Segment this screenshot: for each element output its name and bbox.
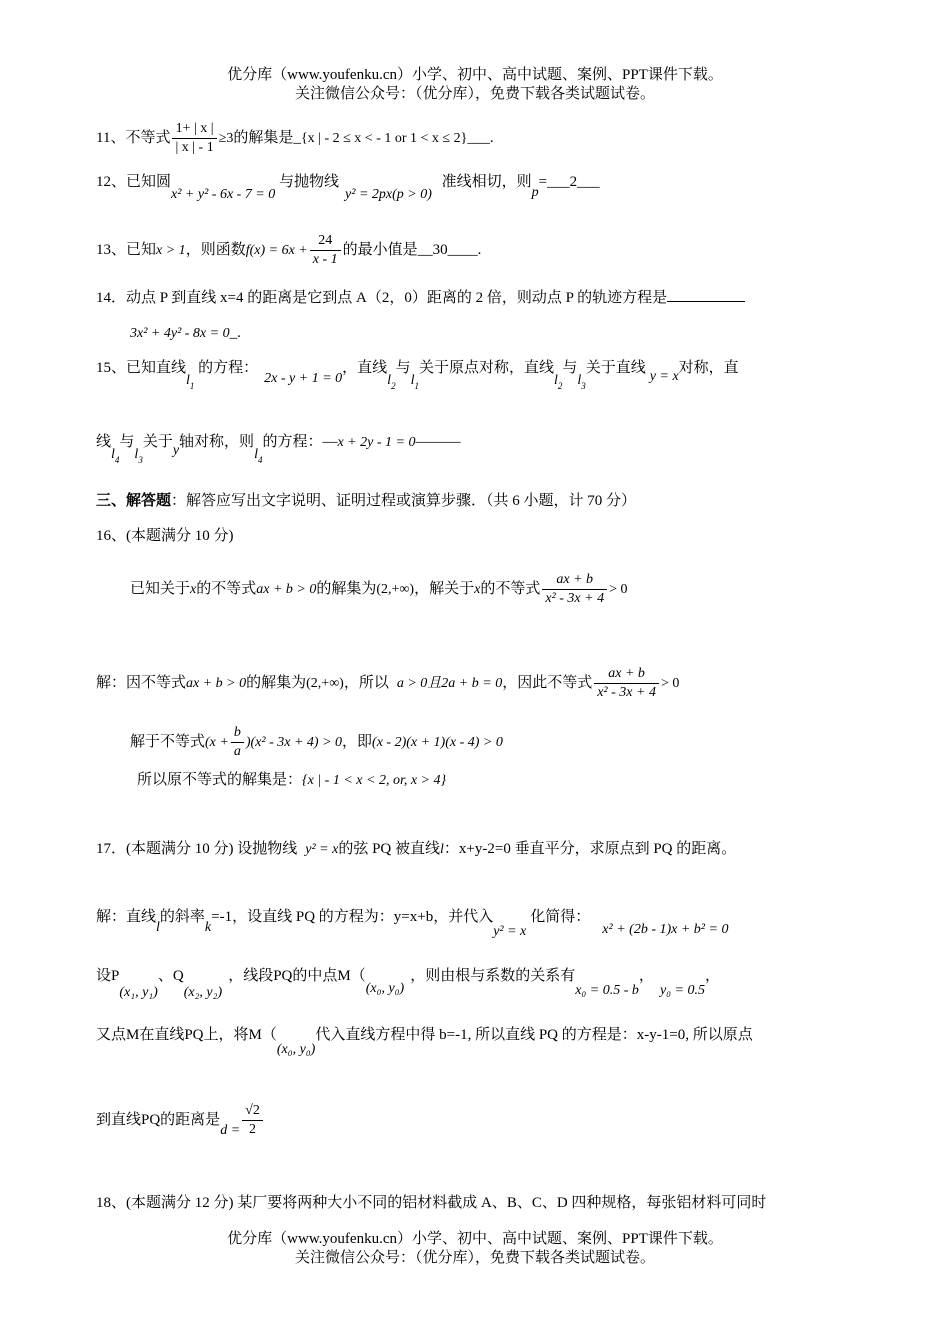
q17-solution-line-2: 设P(x₁, y₁)、Q(x₂, y₂)，线段PQ的中点M（(x₀, y₀)，则由根与系数的关系有x₀ = 0.5 - b，y₀ = 0.5， — [96, 968, 720, 1000]
question-16-label: 16、(本题满分 10 分) — [96, 528, 234, 544]
q17-distance-fraction: $\frac{√2}{2}$ — [242, 1102, 263, 1139]
q16-solution-line-1: 解：因不等式ax + b > 0的解集为(2,+∞)，所以 a > 0且2a + b = 0，因此不等式 $\frac{ax + b}{\text{x² - 3x + 4}}$ > 0 — [96, 666, 680, 700]
footer-line-2: 关注微信公众号：（优分库），免费下载各类试题试卷。 — [294, 1250, 655, 1266]
question-14-answer: 3x² + 4y² - 8x = 0_. — [130, 325, 241, 341]
q16-step-fraction: $\frac{b}{a}$ — [231, 724, 244, 761]
q17-solution-line-1: 解：直线l的斜率k=-1，设直线 PQ 的方程为：y=x+b，并代入y² = x化简得：x² + (2b - 1)x + b² = 0 — [96, 909, 729, 939]
question-17: 17．(本题满分 10 分) 设抛物线 y² = x的弦 PQ 被直线l：x+y-2=0 垂直平分，求原点到 PQ 的距离。 — [96, 841, 737, 857]
q16-solution-fraction: $\frac{ax + b}{\text{x² - 3x + 4}}$ — [594, 665, 659, 702]
question-13: 13、已知x > 1，则函数f(x) = 6x + $\frac{24}{x - 1}$ 的最小值是__30____. — [96, 233, 482, 267]
q17-solution-line-3: 又点M在直线PQ上，将M（(x₀, y₀)代入直线方程中得 b=-1, 所以直线 PQ 的方程是：x-y-1=0, 所以原点 — [96, 1027, 753, 1057]
question-14: 14．动点 P 到直线 x=4 的距离是它到点 A（2，0）距离的 2 倍，则动点 P 的轨迹方程是 — [96, 287, 745, 308]
q13-fraction: $\frac{24}{x - 1}$ — [310, 232, 341, 269]
q13-answer: 的最小值是__30____. — [342, 241, 482, 258]
q12-answer: =___2___ — [538, 174, 600, 190]
question-16-statement: 已知关于x的不等式ax + b > 0的解集为(2,+∞)，解关于x的不等式 $\frac{ax + b}{\text{x² - 3x + 4}}$ > 0 — [130, 572, 628, 606]
q16-solution-line-2: 解于不等式(x + $\frac{b}{a}$ )(x² - 3x + 4) > 0，即(x - 2)(x + 1)(x - 4) > 0 — [130, 725, 503, 759]
answer-blank — [667, 287, 745, 302]
q11-answer: {x | - 2 ≤ x < - 1 or 1 < x ≤ 2} — [300, 130, 468, 146]
question-12: 12、已知圆x² + y² - 6x - 7 = 0 与抛物线y² = 2px(p > 0) 准线相切，则p=___2___ — [96, 174, 600, 202]
question-18: 18、(本题满分 12 分) 某厂要将两种大小不同的铝材料截成 A、B、C、D 四种规格，每张铝材料可同时 — [96, 1195, 767, 1211]
header-line-2: 关注微信公众号：（优分库），免费下载各类试题试卷。 — [294, 86, 655, 102]
q11-fraction: $\frac{1+ | x |}{| x | - 1}$ — [172, 120, 216, 157]
q16-solution-line-3: 所以原不等式的解集是：{x | - 1 < x < 2, or, x > 4} — [137, 772, 447, 788]
section-3-heading: 三、解答题：解答应写出文字说明、证明过程或演算步骤．（共 6 小题，计 70 分） — [96, 493, 637, 509]
q16-fraction: $\frac{ax + b}{\text{x² - 3x + 4}}$ — [542, 571, 607, 608]
header-line-1: 优分库（www.youfenku.cn）小学、初中、高中试题、案例、PPT课件下载。 — [227, 67, 723, 83]
question-15-line-1: 15、已知直线$l_1$ 的方程：2x - y + 1 = 0，直线$l_2$与$l_1$关于原点对称，直线$l_2$与$l_3$关于直线y = x对称，直 — [96, 360, 739, 391]
q17-solution-line-4: 到直线PQ的距离是d = $\frac{√2}{2}$ — [96, 1102, 265, 1139]
q15-answer: x + 2y - 1 = 0 — [337, 435, 416, 450]
question-15-line-2: 线$l_4$与$l_3$关于y轴对称，则$l_4$的方程：—x + 2y - 1 = 0——— — [96, 434, 461, 465]
question-11: 11、不等式 $\frac{1+ | x |}{| x | - 1}$ ≥3的解集是_{x | - 2 ≤ x < - 1 or 1 < x ≤ 2}___. — [96, 121, 494, 155]
footer-line-1: 优分库（www.youfenku.cn）小学、初中、高中试题、案例、PPT课件下载。 — [227, 1231, 723, 1247]
